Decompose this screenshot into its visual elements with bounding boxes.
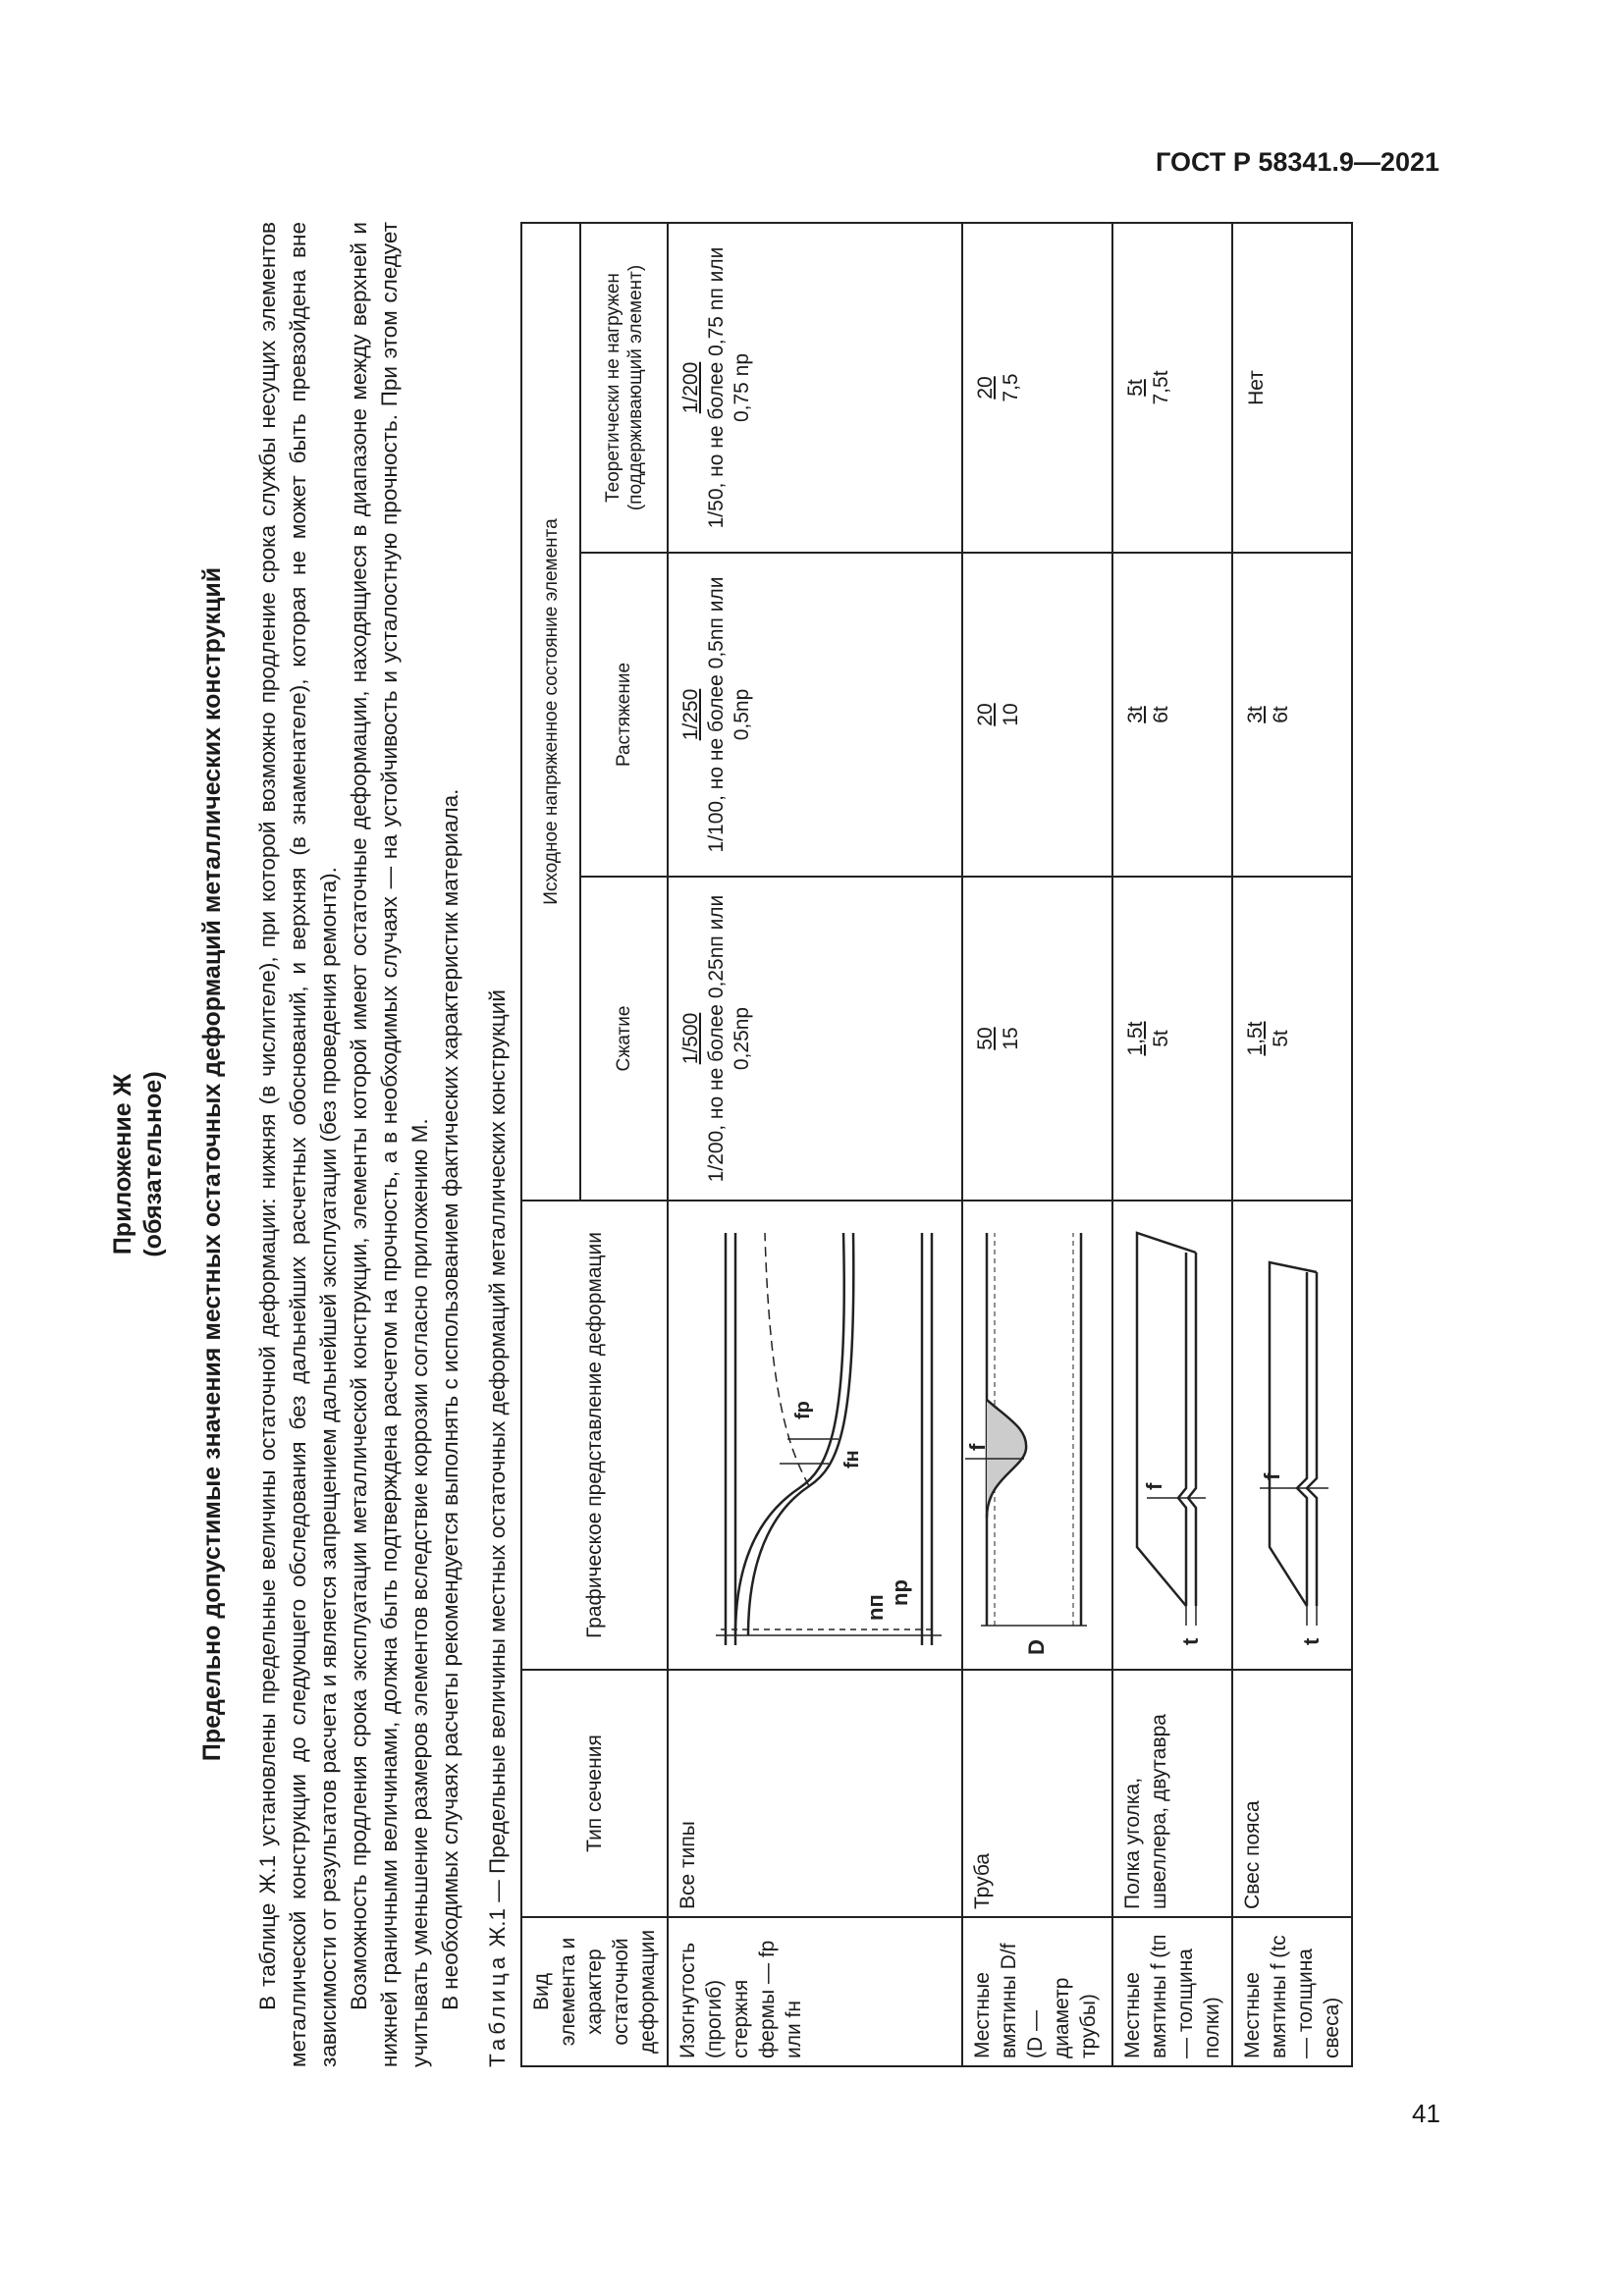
cell-unloaded: Нет [1232,223,1352,553]
table-caption [485,222,511,2067]
cell-tension [1232,553,1352,877]
cell-tension [962,553,1112,877]
standard-number: ГОСТ Р 58341.9—2021 [1156,147,1439,177]
label-f: f [1259,1472,1284,1480]
fraction-denominator: 10 [1000,703,1022,726]
fraction-denominator: 1/100, но не более 0,5nп или 0,5nр [705,576,753,853]
fraction-denominator: 6t [1150,706,1172,723]
table-caption-prefix: Таблица [485,1952,510,2067]
label-fn: fн [841,1450,863,1468]
fraction-numerator: 1,5t [1244,1021,1267,1056]
table-caption-text: Ж.1 — Предельные величины местных остаточных деформаций металлических конструкций [485,989,510,1953]
fraction-denominator: 7,5t [1150,370,1172,405]
header-section-type: Тип сечения [521,1670,668,1917]
deformation-limits-table [520,222,1353,2067]
fraction-denominator: 7,5 [1000,373,1022,402]
fraction-numerator: 1/500 [679,1012,702,1065]
fraction-numerator: 1,5t [1124,1021,1147,1056]
cell-section: Свес пояса [1232,1670,1352,1917]
cell-kind: Местные вмятины f (tп — толщина полки) [1112,1917,1232,2066]
header-stress-state: Исходное напряженное состояние элемента [521,223,580,1201]
cell-figure [962,1201,1112,1670]
bent-truss-rod-diagram [672,1211,951,1665]
label-D: D [1024,1639,1049,1655]
cell-unloaded [668,223,962,553]
annex-heading: Предельно допустимые значения местных остаточных деформаций металлических конструкций [198,566,226,1762]
fraction-denominator: 1/50, но не более 0,75 nп или 0,75 nр [705,246,753,529]
annex-status: (обязательное) [139,1071,167,1257]
cell-compression [1112,877,1232,1201]
label-f: f [965,1443,990,1451]
fraction-numerator: 1/250 [679,688,702,741]
table-row [1112,223,1232,2066]
pipe-dent-diagram [965,1211,1103,1665]
header-compression: Сжатие [580,877,668,1201]
page-number: 41 [1412,2099,1440,2128]
cell-tension [1112,553,1232,877]
fraction-numerator: 1/200 [679,361,702,414]
flange-dent-diagram [1117,1211,1220,1665]
cell-compression [962,877,1112,1201]
header-graphic: Графическое представление деформации [521,1201,668,1670]
fraction-denominator: 15 [1000,1027,1022,1050]
annex-title-block [108,222,169,2107]
table-row [962,223,1112,2066]
cell-figure [668,1201,962,1670]
table-header-row-1 [521,223,580,2066]
cell-section: Полка уголка, швеллера, двутавра [1112,1670,1232,1917]
header-element-kind: Вид элемента и характер остаточной деформации [521,1917,668,2066]
label-nn: nп [863,1594,888,1621]
fraction-numerator: 20 [974,376,997,400]
fraction-numerator: 3t [1124,706,1147,723]
fraction-denominator: 5t [1270,1030,1292,1047]
table-row [668,223,962,2066]
cell-kind: Изогнутость (прогиб) стержня фермы — fр или fн [668,1917,962,2066]
fraction-denominator: 6t [1270,706,1292,723]
cell-section: Труба [962,1670,1112,1917]
cell-unloaded [962,223,1112,553]
label-f: f [1142,1482,1166,1490]
paragraph-3: В необходимых случаях расчеты рекомендуется выполнять с использованием фактических характеристик материала. [438,788,462,2010]
table-row [1232,223,1352,2066]
label-np-icon: nр [888,1579,912,1606]
fraction-denominator: 5t [1150,1030,1172,1047]
paragraph-2: Возможность продления срока эксплуатации металлической конструкции, элементы которой имеют остаточные деформации, находящиеся в диапазоне между верхней и нижней граничными величинами, должна быть подтверждена расчетом на прочность, а в необходимых случаях — на устойчивость и усталостную прочность. При этом следует учитывать уменьшение размеров элементов вследствие коррозии согласно приложению М. [347,222,432,2067]
fraction-numerator: 5t [1124,379,1147,397]
overhang-dent-diagram [1240,1211,1338,1665]
cell-unloaded [1112,223,1232,553]
fraction-denominator: 1/200, но не более 0,25nп или 0,25nр [705,894,753,1183]
cell-section: Все типы [668,1670,962,1917]
paragraph-1: В таблице Ж.1 установлены предельные величины остаточной деформации: нижняя (в числителе), при которой возможно продление срока службы несущих элементов металлической конструкции до следующего обследования без дальнейших расчетных обоснований, и верхняя (в знаменателе), которая не может быть превзойдена вне зависимости от результатов расчета и является запрещением дальнейшей эксплуатации (без проведения ремонта). [255,222,341,2067]
header-tension: Растяжение [580,553,668,877]
cell-kind: Местные вмятины D/f (D — диаметр трубы) [962,1917,1112,2066]
label-fp: fр [792,1401,814,1419]
cell-figure [1232,1201,1352,1670]
header-unloaded: Теоретически не нагружен (поддерживающий элемент) [580,223,668,553]
page-body [108,222,1353,2067]
fraction-numerator: 3t [1244,706,1267,723]
cell-tension [668,553,962,877]
fraction-numerator: 50 [974,1027,997,1050]
annex-title: Приложение Ж [109,1073,136,1255]
cell-compression [1232,877,1352,1201]
cell-figure [1112,1201,1232,1670]
cell-compression [668,877,962,1201]
label-t: t [1178,1637,1203,1645]
fraction-numerator: 20 [974,703,997,726]
label-t: t [1298,1637,1324,1645]
cell-kind: Местные вмятины f (tс — толщина свеса) [1232,1917,1352,2066]
